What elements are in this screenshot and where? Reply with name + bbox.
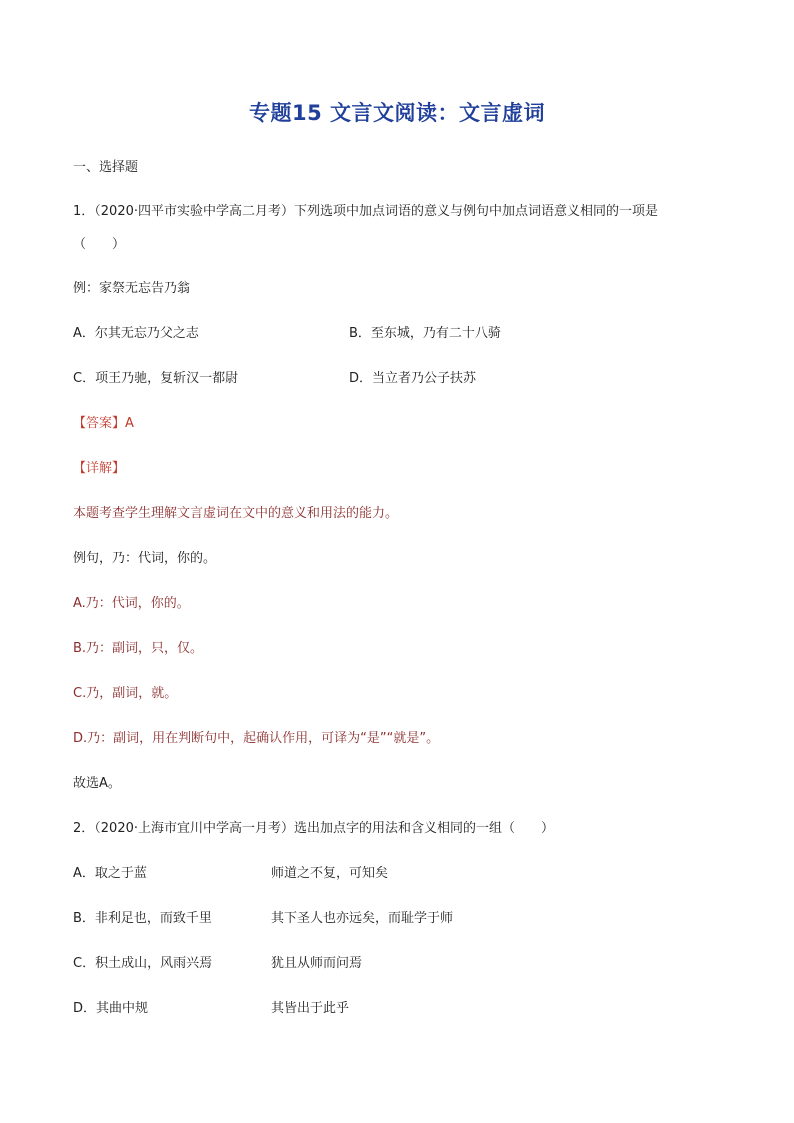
answer-label: 【答案】: [73, 416, 126, 431]
answer-value: A: [125, 416, 134, 431]
question-1-option-c: C．项王乃驰，复斩汉一都尉: [73, 371, 239, 386]
question-2-pair-b-left: B．非利足也，而致千里: [73, 911, 212, 926]
page-title: 专题15 文言文阅读：文言虚词: [248, 101, 546, 125]
question-2-pair-c-right: 犹且从师而问焉: [271, 956, 363, 971]
question-1-example: 例：家祭无忘告乃翁: [73, 281, 191, 296]
explanation-label: 【详解】: [73, 461, 126, 476]
explanation-line-1: 本题考查学生理解文言虚词在文中的意义和用法的能力。: [73, 506, 399, 521]
question-1-option-a: A．尔其无忘乃父之志: [73, 326, 199, 341]
question-1-option-b: B．至东城，乃有二十八骑: [349, 326, 501, 341]
question-2-pair-b-right: 其下圣人也亦远矣，而耻学于师: [271, 911, 454, 926]
question-1-answer: [73, 417, 134, 430]
question-1-stem: 1．（2020·四平市实验中学高二月考）下列选项中加点词语的意义与例句中加点词语意义相同的一项是: [73, 204, 658, 219]
explanation-line-3: A.乃：代词，你的。: [73, 596, 190, 611]
question-1-stem-bracket: （ ）: [73, 237, 126, 252]
question-2-pair-a-right: 师道之不复，可知矣: [271, 866, 389, 881]
explanation-line-6: D.乃：副词，用在判断句中，起确认作用，可译为“是”“就是”。: [73, 731, 440, 746]
section-heading: 一、选择题: [73, 160, 139, 175]
explanation-line-2: 例句，乃：代词，你的。: [73, 551, 217, 566]
question-1-conclusion: 故选A。: [73, 776, 121, 791]
question-1-option-d: D．当立者乃公子扶苏: [349, 371, 477, 386]
question-2-pair-c-left: C．积土成山，风雨兴焉: [73, 956, 213, 971]
question-2-pair-d-right: 其皆出于此乎: [271, 1001, 350, 1016]
explanation-line-5: C.乃，副词，就。: [73, 686, 178, 701]
question-2-pair-a-left: A．取之于蓝: [73, 866, 147, 881]
question-2-pair-d-left: D．其曲中规: [73, 1001, 149, 1016]
question-2-stem: 2．（2020·上海市宜川中学高一月考）选出加点字的用法和含义相同的一组（ ）: [73, 821, 554, 836]
explanation-line-4: B.乃：副词，只，仅。: [73, 641, 204, 656]
